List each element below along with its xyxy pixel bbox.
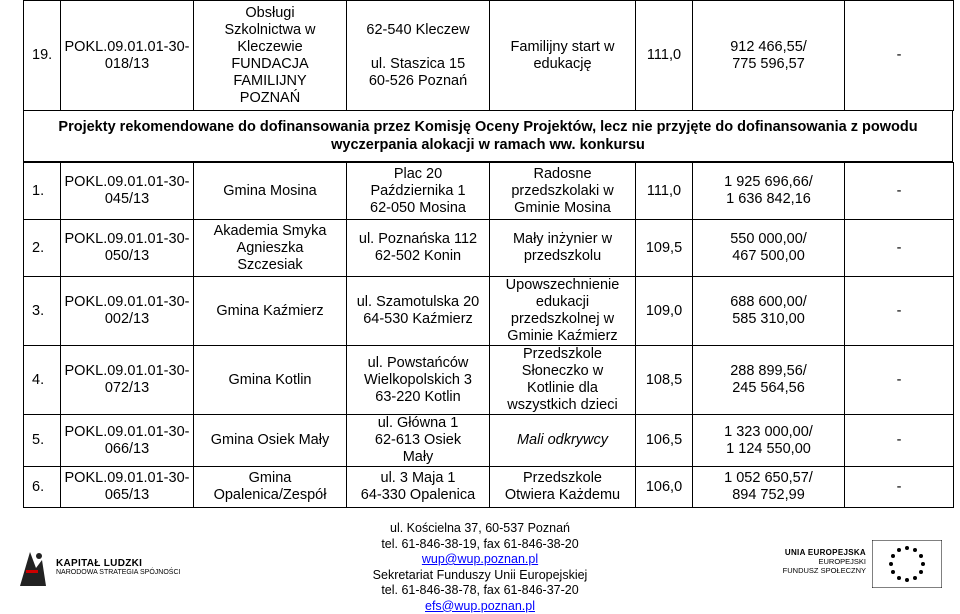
footer-phone-secondary: tel. 61-846-38-78, fax 61-846-37-20 [300, 583, 660, 599]
eu-logo-line1: UNIA EUROPEJSKA [780, 548, 866, 557]
project-code: POKL.09.01.01-30- 018/13 [61, 1, 194, 111]
note: - [845, 467, 954, 508]
amount: 1 052 650,57/ 894 752,99 [693, 467, 845, 508]
note: - [845, 415, 954, 467]
row-number: 6. [24, 467, 61, 508]
footer-contact [300, 521, 660, 614]
score: 109,5 [636, 220, 693, 277]
table-row [24, 1, 954, 111]
applicant-name: Gmina Osiek Mały [194, 415, 347, 467]
row-number: 3. [24, 277, 61, 346]
project-title: Mały inżynier w przedszkolu [490, 220, 636, 277]
note: - [845, 220, 954, 277]
eu-logo-line2: EUROPEJSKI [780, 557, 866, 566]
score: 106,5 [636, 415, 693, 467]
project-title: Mali odkrywcy [490, 415, 636, 467]
project-code: POKL.09.01.01-30- 072/13 [61, 346, 194, 415]
applicant-name: Gmina Mosina [194, 163, 347, 220]
footer-address: ul. Kościelna 37, 60-537 Poznań [300, 521, 660, 537]
logo-title: KAPITAŁ LUDZKI [56, 558, 180, 569]
applicant-name: Gmina Opalenica/Zespół [194, 467, 347, 508]
top-partial-table [23, 0, 954, 111]
score: 111,0 [636, 1, 693, 111]
note: - [845, 1, 954, 111]
row-number: 19. [24, 1, 61, 111]
project-code: POKL.09.01.01-30- 065/13 [61, 467, 194, 508]
kapital-ludzki-logo [12, 548, 182, 588]
applicant-address: 62-540 Kleczew ul. Staszica 15 60-526 Poznań [347, 1, 490, 111]
applicant-address: Plac 20 Października 1 62-050 Mosina [347, 163, 490, 220]
applicant-address: ul. Główna 1 62-613 Osiek Mały [347, 415, 490, 467]
row-number: 1. [24, 163, 61, 220]
note: - [845, 346, 954, 415]
project-code: POKL.09.01.01-30- 050/13 [61, 220, 194, 277]
score: 111,0 [636, 163, 693, 220]
applicant-name: Obsługi Szkolnictwa w Kleczewie FUNDACJA FAMILIJNY POZNAŃ [194, 1, 347, 111]
project-title: Radosne przedszkolaki w Gminie Mosina [490, 163, 636, 220]
project-code: POKL.09.01.01-30- 045/13 [61, 163, 194, 220]
amount: 288 899,56/ 245 564,56 [693, 346, 845, 415]
amount: 1 925 696,66/ 1 636 842,16 [693, 163, 845, 220]
section-notice: Projekty rekomendowane do dofinansowania przez Komisję Oceny Projektów, lecz nie przyjęte do dofinansowania z powodu wyczerpania alokacji w ramach ww. konkursu [23, 110, 953, 162]
project-title: Familijny start w edukację [490, 1, 636, 111]
amount: 688 600,00/ 585 310,00 [693, 277, 845, 346]
applicant-address: ul. Powstańców Wielkopolskich 3 63-220 Kotlin [347, 346, 490, 415]
project-title: Przedszkole Otwiera Każdemu [490, 467, 636, 508]
amount: 912 466,55/ 775 596,57 [693, 1, 845, 111]
eu-flag-icon [872, 540, 942, 588]
kapital-ludzki-emblem-icon [12, 548, 52, 588]
applicant-name: Gmina Kaźmierz [194, 277, 347, 346]
applicant-name: Gmina Kotlin [194, 346, 347, 415]
project-code: POKL.09.01.01-30- 066/13 [61, 415, 194, 467]
footer-email-link-secondary[interactable]: efs@wup.poznan.pl [300, 599, 660, 614]
amount: 550 000,00/ 467 500,00 [693, 220, 845, 277]
footer-email-link[interactable]: wup@wup.poznan.pl [300, 552, 660, 568]
row-number: 5. [24, 415, 61, 467]
eu-logo [780, 540, 950, 590]
applicant-name: Akademia Smyka Agnieszka Szczesiak [194, 220, 347, 277]
note: - [845, 163, 954, 220]
recommended-projects-table [23, 162, 954, 508]
project-title: Przedszkole Słoneczko w Kotlinie dla wszystkich dzieci [490, 346, 636, 415]
eu-logo-line3: FUNDUSZ SPOŁECZNY [780, 566, 866, 575]
project-title: Upowszechnienie edukacji przedszkolnej w Gminie Kaźmierz [490, 277, 636, 346]
note: - [845, 277, 954, 346]
applicant-address: ul. 3 Maja 1 64-330 Opalenica [347, 467, 490, 508]
score: 109,0 [636, 277, 693, 346]
footer-phone: tel. 61-846-38-19, fax 61-846-38-20 [300, 537, 660, 553]
table-row [24, 277, 954, 346]
table-row [24, 467, 954, 508]
table-row [24, 415, 954, 467]
table-row [24, 220, 954, 277]
logo-subtitle: NARODOWA STRATEGIA SPÓJNOŚCI [56, 569, 180, 576]
row-number: 2. [24, 220, 61, 277]
applicant-address: ul. Poznańska 112 62-502 Konin [347, 220, 490, 277]
project-code: POKL.09.01.01-30- 002/13 [61, 277, 194, 346]
amount: 1 323 000,00/ 1 124 550,00 [693, 415, 845, 467]
row-number: 4. [24, 346, 61, 415]
table-row [24, 163, 954, 220]
score: 108,5 [636, 346, 693, 415]
table-row [24, 346, 954, 415]
footer-department: Sekretariat Funduszy Unii Europejskiej [300, 568, 660, 584]
score: 106,0 [636, 467, 693, 508]
applicant-address: ul. Szamotulska 20 64-530 Kaźmierz [347, 277, 490, 346]
